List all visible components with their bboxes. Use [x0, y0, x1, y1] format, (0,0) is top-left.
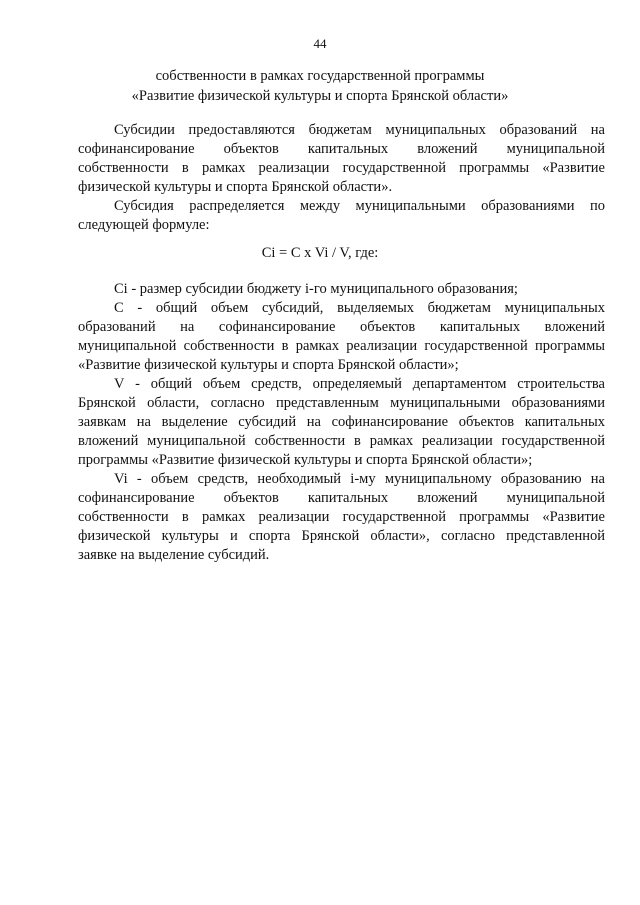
definition-vi-line-1: Vi - объем средств, необходимый i-му муниципальному образованию на	[114, 471, 605, 487]
heading-line-2: «Развитие физической культуры и спорта Брянской области»	[131, 88, 509, 104]
definition-vi-line-2: софинансирование объектов капитальных вложений муниципальной	[78, 490, 605, 506]
page-number: 44	[313, 36, 327, 51]
paragraph-1-line-3: собственности в рамках реализации государственной программы «Развитие	[78, 160, 605, 176]
definition-v-line-3: заявкам на выделение субсидий на софинансирование объектов капитальных	[78, 414, 605, 430]
definition-v-line-2: Брянской области, согласно представленным муниципальными образованиями	[78, 395, 605, 411]
paragraph-1-line-4: физической культуры и спорта Брянской области».	[78, 179, 393, 195]
definition-v-line-4: вложений муниципальной собственности в рамках реализации государственной	[78, 433, 605, 449]
definition-v-line-5: программы «Развитие физической культуры и спорта Брянской области»;	[78, 452, 533, 468]
definition-v-line-1: V - общий объем средств, определяемый департаментом строительства	[114, 376, 605, 392]
formula: Ci = C x Vi / V, где:	[261, 245, 379, 261]
paragraph-2-line-1: Субсидия распределяется между муниципальными образованиями по	[114, 198, 605, 214]
paragraph-1-line-1: Субсидии предоставляются бюджетам муниципальных образований на	[114, 122, 605, 138]
definition-ci-line-1: Ci - размер субсидии бюджету i-го муниципального образования;	[114, 281, 518, 297]
paragraph-2-line-2: следующей формуле:	[78, 217, 210, 233]
paragraph-1-line-2: софинансирование объектов капитальных вложений муниципальной	[78, 141, 605, 157]
definition-vi-line-3: собственности в рамках реализации государственной программы «Развитие	[78, 509, 605, 525]
definition-vi-line-4: физической культуры и спорта Брянской области», согласно представленной	[78, 528, 605, 544]
definition-vi-line-5: заявке на выделение субсидий.	[78, 547, 270, 563]
definition-c-line-3: муниципальной собственности в рамках реализации государственной программы	[78, 338, 605, 354]
heading-line-1: собственности в рамках государственной программы	[155, 68, 485, 84]
definition-c-line-4: «Развитие физической культуры и спорта Брянской области»;	[78, 357, 459, 373]
definition-c-line-2: образований на софинансирование объектов капитальных вложений	[78, 319, 605, 335]
definition-c-line-1: C - общий объем субсидий, выделяемых бюджетам муниципальных	[114, 300, 605, 316]
